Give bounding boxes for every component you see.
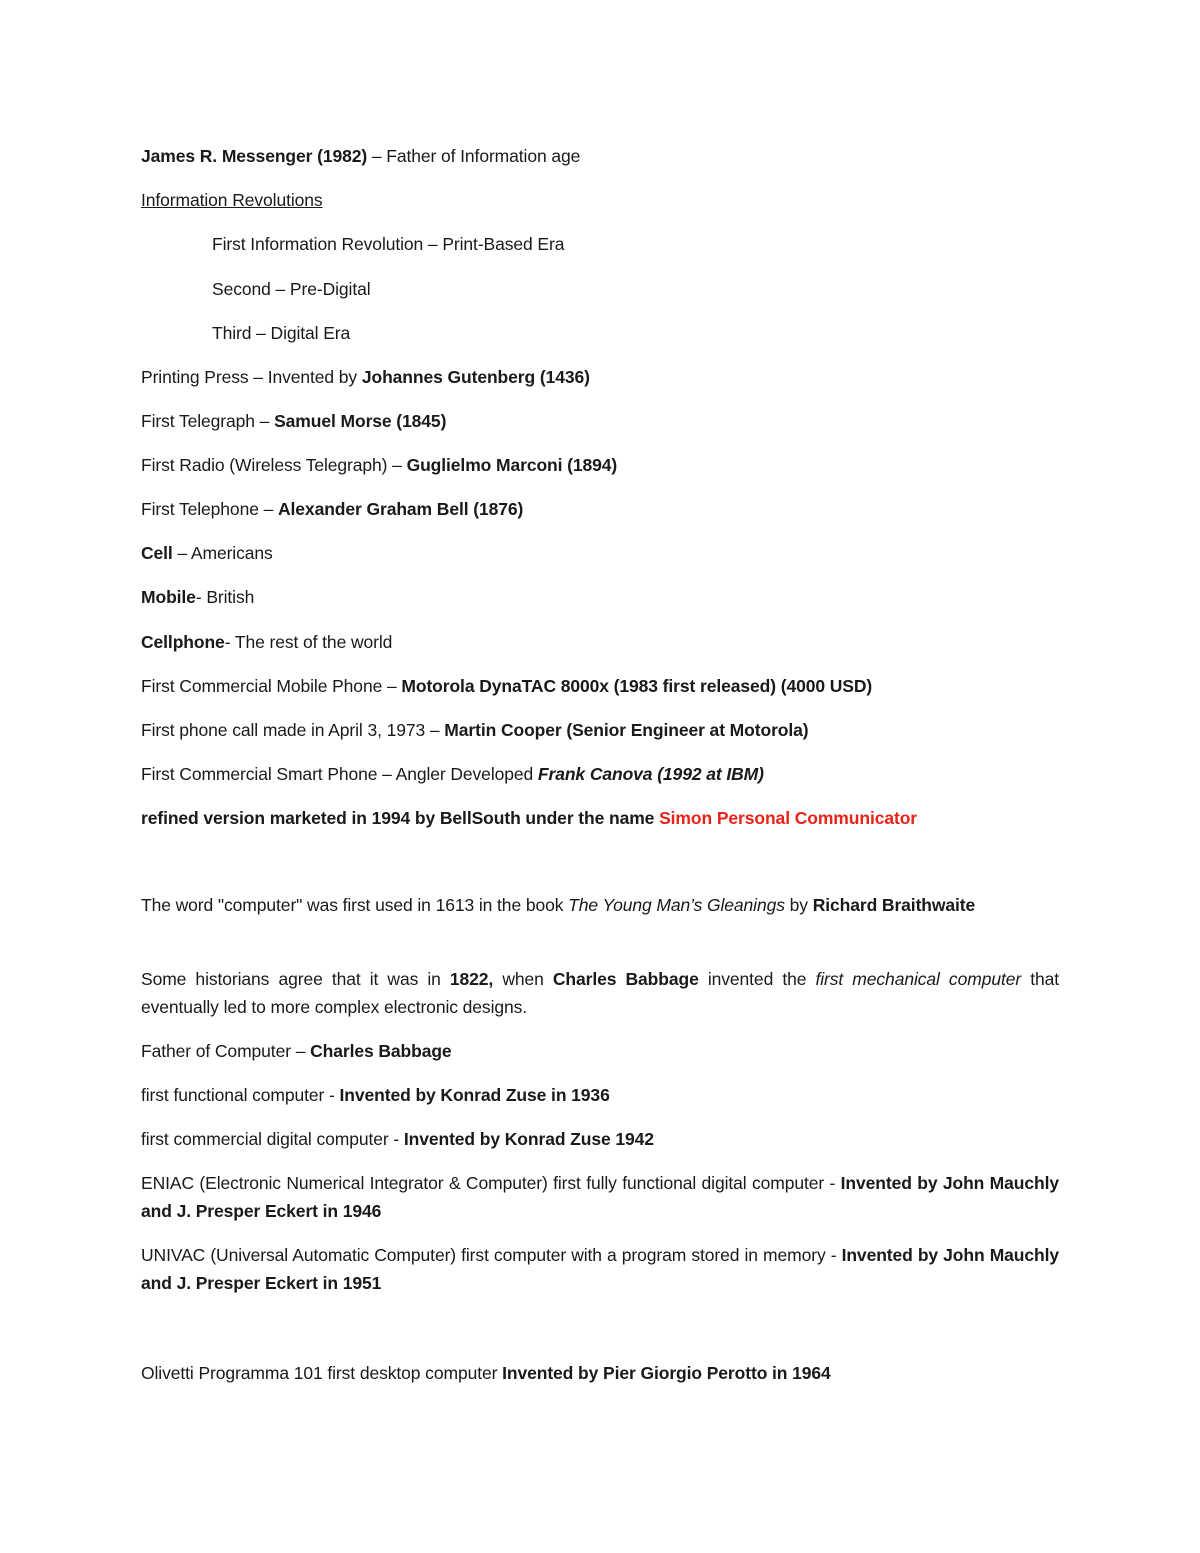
messenger-name: James R. Messenger (1982): [141, 146, 368, 166]
eniac-inventors: Invented by John Mauchly and J. Presper Eckert in 1946: [141, 1173, 1059, 1221]
cellphone-line: [141, 631, 392, 653]
father-of-computer-line: [141, 1040, 452, 1062]
first-revolution-line: [212, 233, 564, 255]
cellphone-desc: - The rest of the world: [224, 632, 393, 652]
computer-word-text: The word "computer" was first used in 1613 in the book: [141, 895, 569, 915]
olivetti-line: [141, 1362, 831, 1384]
printing-press-inventor: Johannes Gutenberg (1436): [361, 367, 590, 387]
computer-word-paragraph: [141, 891, 1059, 919]
telephone-inventor: Alexander Graham Bell (1876): [278, 499, 524, 519]
eniac-paragraph: [141, 1169, 1059, 1225]
first-functional-line: [141, 1084, 610, 1106]
eniac-text: ENIAC (Electronic Numerical Integrator & Computer) first fully functional digital computer -: [141, 1173, 841, 1193]
smart-phone-developer: Frank Canova (1992 at IBM): [537, 764, 764, 784]
first-functional-label: first functional computer -: [141, 1085, 340, 1105]
third-revolution-line: [212, 322, 350, 344]
messenger-desc: – Father of Information age: [367, 146, 581, 166]
cell-desc: – Americans: [172, 543, 273, 563]
commercial-mobile-label: First Commercial Mobile Phone –: [141, 676, 402, 696]
univac-inventors: Invented by John Mauchly and J. Presper Eckert in 1951: [141, 1245, 1060, 1293]
mobile-line: [141, 586, 254, 608]
telephone-line: [141, 498, 523, 520]
radio-line: [141, 454, 617, 476]
third-revolution-text: Third – Digital Era: [212, 323, 351, 343]
messenger-line: [141, 145, 580, 167]
smart-phone-line: [141, 763, 764, 785]
radio-inventor: Guglielmo Marconi (1894): [406, 455, 618, 475]
book-title: The Young Man’s Gleanings: [568, 895, 785, 915]
information-revolutions-heading: [141, 189, 323, 211]
refined-version-text: refined version marketed in 1994 by BellSouth under the name: [141, 808, 660, 828]
cell-term: Cell: [141, 543, 173, 563]
first-call-person: Martin Cooper (Senior Engineer at Motorola): [444, 720, 809, 740]
second-revolution-line: [212, 278, 371, 300]
telegraph-inventor: Samuel Morse (1845): [274, 411, 447, 431]
babbage-year: 1822,: [449, 969, 494, 989]
father-of-computer-name: Charles Babbage: [310, 1041, 452, 1061]
commercial-mobile-model: Motorola DynaTAC 8000x (1983 first released) (4000 USD): [401, 676, 873, 696]
babbage-text-3: invented the: [698, 969, 816, 989]
first-commercial-digital-inventor: Invented by Konrad Zuse 1942: [403, 1129, 654, 1149]
telegraph-line: [141, 410, 446, 432]
babbage-text-2: when: [493, 969, 553, 989]
computer-word-by: by: [784, 895, 813, 915]
babbage-text-4: that eventually led to more complex electronic designs.: [141, 969, 1060, 1017]
first-call-label: First phone call made in April 3, 1973 –: [141, 720, 445, 740]
first-functional-inventor: Invented by Konrad Zuse in 1936: [339, 1085, 610, 1105]
first-mechanical-computer: first mechanical computer: [815, 969, 1022, 989]
cellphone-term: Cellphone: [141, 632, 225, 652]
radio-label: First Radio (Wireless Telegraph) –: [141, 455, 407, 475]
mobile-term: Mobile: [141, 587, 196, 607]
olivetti-label: Olivetti Programma 101 first desktop computer: [141, 1363, 503, 1383]
first-commercial-digital-line: [141, 1128, 654, 1150]
babbage-text-1: Some historians agree that it was in: [141, 969, 450, 989]
univac-paragraph: [141, 1241, 1059, 1297]
heading-text: Information Revolutions: [141, 190, 323, 210]
commercial-mobile-line: [141, 675, 872, 697]
first-call-line: [141, 719, 809, 741]
babbage-paragraph: [141, 965, 1059, 1021]
simon-personal-communicator: Simon Personal Communicator: [659, 808, 917, 828]
telephone-label: First Telephone –: [141, 499, 278, 519]
univac-text: UNIVAC (Universal Automatic Computer) first computer with a program stored in memory -: [141, 1245, 842, 1265]
olivetti-inventor: Invented by Pier Giorgio Perotto in 1964: [502, 1363, 831, 1383]
first-revolution-text: First Information Revolution – Print-Based Era: [212, 234, 565, 254]
father-of-computer-label: Father of Computer –: [141, 1041, 311, 1061]
babbage-name: Charles Babbage: [552, 969, 699, 989]
first-commercial-digital-label: first commercial digital computer -: [141, 1129, 404, 1149]
book-author: Richard Braithwaite: [812, 895, 976, 915]
second-revolution-text: Second – Pre-Digital: [212, 279, 371, 299]
telegraph-label: First Telegraph –: [141, 411, 275, 431]
printing-press-line: [141, 366, 590, 388]
cell-line: [141, 542, 273, 564]
refined-version-line: [141, 807, 917, 829]
mobile-desc: - British: [195, 587, 255, 607]
smart-phone-label: First Commercial Smart Phone – Angler Developed: [141, 764, 538, 784]
printing-press-label: Printing Press – Invented by: [141, 367, 362, 387]
